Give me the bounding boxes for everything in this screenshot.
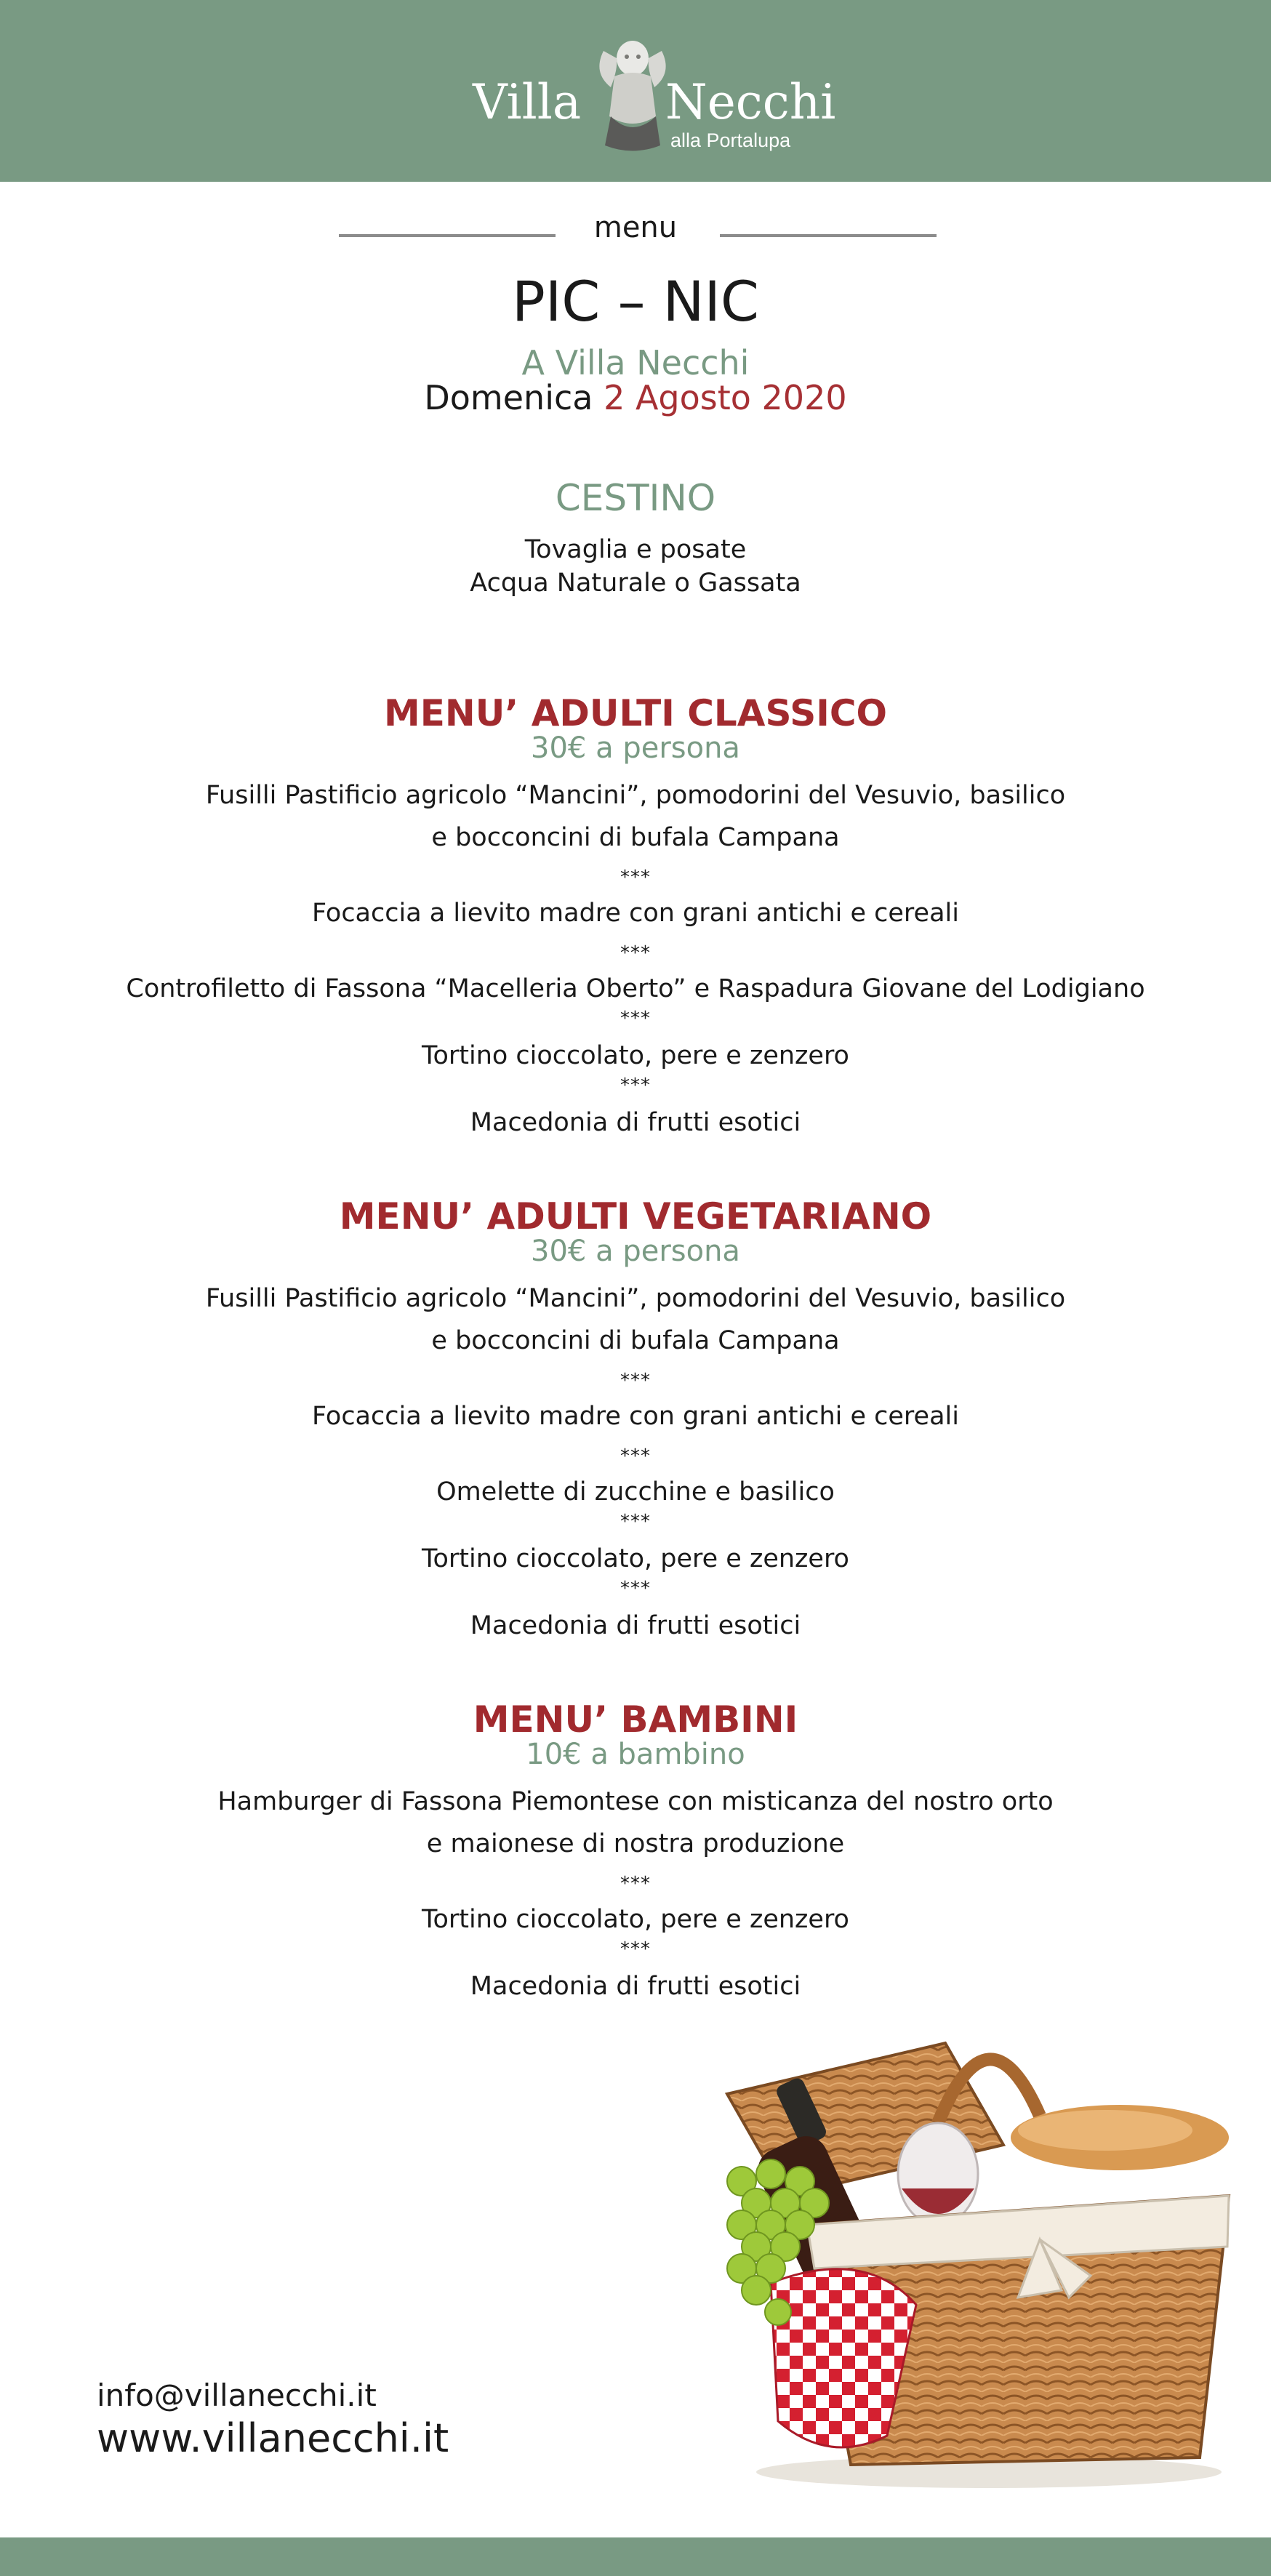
- menu-line: Focaccia a lievito madre con grani antichi e cereali: [312, 1402, 959, 1431]
- menu-separator: ***: [620, 1008, 651, 1030]
- menu-label: menu: [593, 211, 678, 244]
- menu-line: Macedonia di frutti esotici: [470, 1611, 801, 1640]
- menu-line: e bocconcini di bufala Campana: [431, 1326, 840, 1355]
- contact-website[interactable]: www.villanecchi.it: [97, 2415, 449, 2461]
- menu-separator: ***: [620, 1075, 651, 1096]
- menu-line: Macedonia di frutti esotici: [470, 1108, 801, 1137]
- cestino-item: Tovaglia e posate: [524, 535, 747, 564]
- page-title: PIC – NIC: [512, 269, 759, 334]
- menu-line: Omelette di zucchine e basilico: [436, 1477, 835, 1506]
- cestino-item: Acqua Naturale o Gassata: [470, 569, 801, 598]
- menu-line: Controfiletto di Fassona “Macelleria Oberto” e Raspadura Giovane del Lodigiano: [126, 974, 1145, 1003]
- menu-line: Macedonia di frutti esotici: [470, 1972, 801, 2001]
- logo-name-left: Villa: [473, 74, 582, 130]
- menu-classico-price: 30€ a persona: [531, 731, 740, 765]
- menu-separator: ***: [620, 1445, 651, 1467]
- menu-line: Fusilli Pastificio agricolo “Mancini”, pomodorini del Vesuvio, basilico: [205, 781, 1066, 810]
- logo-subtitle: alla Portalupa: [670, 129, 791, 151]
- event-day: Domenica: [424, 378, 593, 417]
- menu-separator: ***: [620, 1511, 651, 1533]
- menu-line: Tortino cioccolato, pere e zenzero: [422, 1544, 849, 1573]
- menu-bambini-price: 10€ a bambino: [526, 1738, 745, 1771]
- menu-line: e bocconcini di bufala Campana: [431, 823, 840, 852]
- footer-band: [0, 2537, 1271, 2576]
- logo-name-right: Necchi: [665, 74, 836, 130]
- menu-vegetariano-price: 30€ a persona: [531, 1235, 740, 1268]
- menu-line: Focaccia a lievito madre con grani antichi e cereali: [312, 899, 959, 928]
- menu-line: Tortino cioccolato, pere e zenzero: [422, 1905, 849, 1934]
- event-date-line: [0, 378, 1271, 417]
- menu-classico-title: MENU’ ADULTI CLASSICO: [383, 692, 888, 734]
- header-band: [0, 0, 1271, 182]
- menu-line: Tortino cioccolato, pere e zenzero: [422, 1041, 849, 1070]
- cestino-title: CESTINO: [555, 477, 716, 519]
- menu-separator: ***: [620, 1938, 651, 1960]
- menu-bambini-title: MENU’ BAMBINI: [473, 1698, 798, 1741]
- menu-separator: ***: [620, 867, 651, 888]
- menu-vegetariano-title: MENU’ ADULTI VEGETARIANO: [339, 1195, 932, 1237]
- menu-separator: ***: [620, 942, 651, 964]
- cherub-emblem-icon: [589, 29, 676, 160]
- menu-separator: ***: [620, 1370, 651, 1392]
- menu-line: e maionese di nostra produzione: [426, 1829, 845, 1858]
- event-date: 2 Agosto 2020: [604, 378, 847, 417]
- menu-line: Hamburger di Fassona Piemontese con misticanza del nostro orto: [217, 1787, 1054, 1816]
- event-location: A Villa Necchi: [521, 343, 750, 382]
- menu-separator: ***: [620, 1873, 651, 1895]
- menu-line: Fusilli Pastificio agricolo “Mancini”, pomodorini del Vesuvio, basilico: [205, 1284, 1066, 1313]
- menu-separator: ***: [620, 1578, 651, 1600]
- villa-necchi-logo: [465, 29, 836, 160]
- picnic-basket-illustration: [698, 2029, 1251, 2494]
- contact-email[interactable]: info@villanecchi.it: [97, 2378, 377, 2413]
